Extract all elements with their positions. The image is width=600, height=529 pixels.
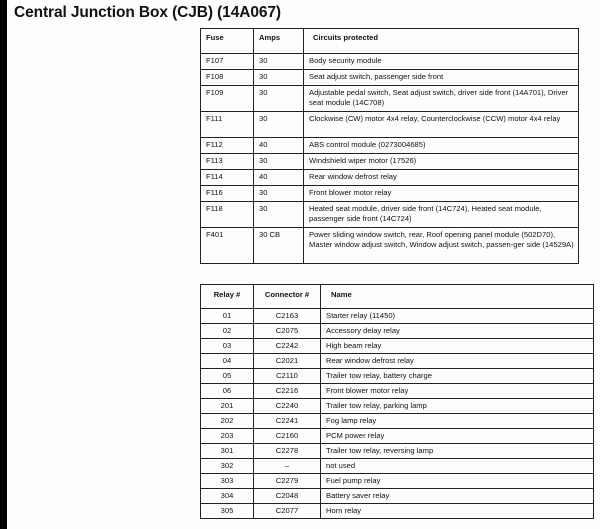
relay-name-cell: Trailer tow relay, parking lamp (321, 399, 594, 414)
fuse-row (201, 228, 579, 264)
circuits-cell: Heated seat module, driver side front (14C724), Heated seat module, passenger side front (14C724) (304, 202, 579, 228)
relay-name-cell: Front blower motor relay (321, 384, 594, 399)
connector-cell: C2110 (254, 369, 321, 384)
relay-row (201, 489, 594, 504)
fuse-column-header: Fuse (201, 29, 254, 54)
relay-name-cell: Trailer tow relay, battery charge (321, 369, 594, 384)
amps-cell: 30 CB (254, 228, 304, 264)
circuits-cell: Power sliding window switch, rear, Roof opening panel module (502D70), Master window adjust switch, Window adjust switch, passen-ger side (14529A) (304, 228, 579, 264)
relay-number-cell: 01 (201, 309, 254, 324)
circuits-cell: Front blower motor relay (304, 186, 579, 202)
fuse-row (201, 54, 579, 70)
relay-row (201, 354, 594, 369)
fuse-row (201, 70, 579, 86)
connector-cell: C2021 (254, 354, 321, 369)
circuits-cell: Windshield wiper motor (17526) (304, 154, 579, 170)
fuse-row (201, 202, 579, 228)
page-title: Central Junction Box (CJB) (14A067) (14, 4, 281, 21)
relay-number-cell: 06 (201, 384, 254, 399)
fuse-cell: F112 (201, 138, 254, 154)
fuse-row (201, 170, 579, 186)
relay-number-cell: 304 (201, 489, 254, 504)
amps-cell: 30 (254, 54, 304, 70)
relay-row (201, 414, 594, 429)
connector-cell: C2048 (254, 489, 321, 504)
relay-number-cell: 302 (201, 459, 254, 474)
amps-cell: 30 (254, 112, 304, 138)
relay-name-cell: Horn relay (321, 504, 594, 519)
relay-row (201, 324, 594, 339)
relay-name-cell: Battery saver relay (321, 489, 594, 504)
relay-row (201, 309, 594, 324)
connector-cell: C2077 (254, 504, 321, 519)
amps-cell: 30 (254, 70, 304, 86)
connector-cell: C2216 (254, 384, 321, 399)
amps-cell: 40 (254, 138, 304, 154)
relay-row (201, 504, 594, 519)
relay-name-cell: Trailer tow relay, reversing lamp (321, 444, 594, 459)
fuse-row (201, 154, 579, 170)
relay-row (201, 459, 594, 474)
fuse-table (200, 28, 579, 264)
connector-cell: C2241 (254, 414, 321, 429)
fuse-cell: F116 (201, 186, 254, 202)
relay-number-cell: 202 (201, 414, 254, 429)
relay-name-cell: PCM power relay (321, 429, 594, 444)
connector-cell: – (254, 459, 321, 474)
relay-number-column-header: Relay # (201, 285, 254, 309)
relay-row (201, 339, 594, 354)
circuits-cell: Adjustable pedal switch, Seat adjust switch, driver side front (14A701), Driver seat module (14C708) (304, 86, 579, 112)
circuits-cell: Body security module (304, 54, 579, 70)
fuse-cell: F107 (201, 54, 254, 70)
circuits-cell: ABS control module (0273004685) (304, 138, 579, 154)
relay-name-cell: Fuel pump relay (321, 474, 594, 489)
circuits-column-header: Circuits protected (304, 29, 579, 54)
relay-name-cell: Starter relay (11450) (321, 309, 594, 324)
connector-column-header: Connector # (254, 285, 321, 309)
relay-row (201, 399, 594, 414)
fuse-cell: F111 (201, 112, 254, 138)
relay-number-cell: 203 (201, 429, 254, 444)
relay-number-cell: 05 (201, 369, 254, 384)
relay-row (201, 444, 594, 459)
fuse-cell: F401 (201, 228, 254, 264)
relay-table (200, 284, 594, 519)
fuse-row (201, 112, 579, 138)
relay-name-cell: not used (321, 459, 594, 474)
relay-number-cell: 02 (201, 324, 254, 339)
amps-cell: 30 (254, 186, 304, 202)
fuse-row (201, 86, 579, 112)
relay-name-cell: Rear window defrost relay (321, 354, 594, 369)
relay-number-cell: 305 (201, 504, 254, 519)
relay-row (201, 384, 594, 399)
relay-name-cell: Fog lamp relay (321, 414, 594, 429)
fuse-cell: F113 (201, 154, 254, 170)
amps-cell: 30 (254, 154, 304, 170)
relay-row (201, 369, 594, 384)
amps-cell: 30 (254, 86, 304, 112)
fuse-cell: F118 (201, 202, 254, 228)
connector-cell: C2278 (254, 444, 321, 459)
relay-name-cell: High beam relay (321, 339, 594, 354)
connector-cell: C2240 (254, 399, 321, 414)
connector-cell: C2160 (254, 429, 321, 444)
relay-number-cell: 201 (201, 399, 254, 414)
circuits-cell: Seat adjust switch, passenger side front (304, 70, 579, 86)
relay-number-cell: 301 (201, 444, 254, 459)
relay-name-cell: Accessory delay relay (321, 324, 594, 339)
amps-cell: 40 (254, 170, 304, 186)
connector-cell: C2163 (254, 309, 321, 324)
relay-table-header-row (201, 285, 594, 309)
relay-row (201, 474, 594, 489)
left-margin-bar (0, 0, 7, 529)
circuits-cell: Clockwise (CW) motor 4x4 relay, Counterclockwise (CCW) motor 4x4 relay (304, 112, 579, 138)
fuse-row (201, 186, 579, 202)
relay-number-cell: 04 (201, 354, 254, 369)
fuse-table-header-row (201, 29, 579, 54)
connector-cell: C2279 (254, 474, 321, 489)
name-column-header: Name (321, 285, 594, 309)
relay-number-cell: 03 (201, 339, 254, 354)
circuits-cell: Rear window defrost relay (304, 170, 579, 186)
fuse-row (201, 138, 579, 154)
amps-column-header: Amps (254, 29, 304, 54)
fuse-cell: F114 (201, 170, 254, 186)
relay-row (201, 429, 594, 444)
connector-cell: C2242 (254, 339, 321, 354)
relay-number-cell: 303 (201, 474, 254, 489)
amps-cell: 30 (254, 202, 304, 228)
fuse-cell: F109 (201, 86, 254, 112)
fuse-cell: F108 (201, 70, 254, 86)
connector-cell: C2075 (254, 324, 321, 339)
